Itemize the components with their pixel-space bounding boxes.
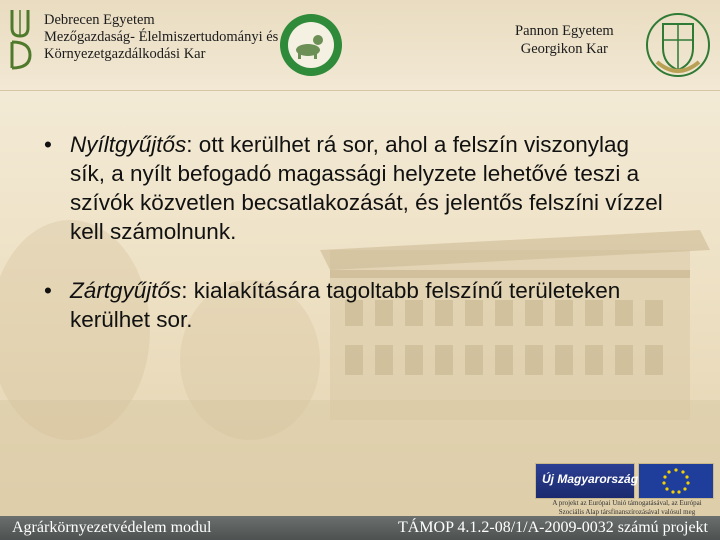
debrecen-ud-logo — [6, 6, 34, 72]
bullet-item — [44, 276, 664, 334]
left-university-name — [44, 12, 278, 63]
bullet-text: : kialakítására tagoltabb felszínű területeken kerülhet sor. — [70, 278, 621, 332]
footer-bar — [0, 516, 720, 540]
eu-funding-notice — [536, 499, 718, 517]
footer-module-name: Agrárkörnyezetvédelem modul — [12, 519, 212, 536]
eu-funding-line: Szociális Alap társfinanszírozásával valósul meg — [558, 508, 696, 516]
right-university-line: Pannon Egyetem — [515, 23, 614, 39]
eu-flag-icon — [638, 463, 714, 499]
footer-project-id: TÁMOP 4.1.2-08/1/A-2009-0032 számú projekt — [397, 519, 708, 536]
bullet-text: : ott kerülhet rá sor, ahol a felszín viszonylag sík, a nyílt befogadó magassági helyzete lehetővé teszi a szívók közvetlen becsatlakozását, és jelentős felszíni vízzel kell számolnunk. — [70, 132, 663, 244]
left-university-line: Debrecen Egyetem — [44, 12, 155, 28]
bullet-marker: • — [44, 278, 52, 303]
faculty-seal-logo — [278, 12, 344, 78]
georgikon-crest-logo — [645, 10, 711, 80]
header — [0, 0, 720, 90]
eu-badges — [535, 463, 715, 497]
left-university-line: Környezetgazdálkodási Kar — [44, 46, 206, 62]
bullet-term: Nyíltgyűjtős — [70, 132, 187, 157]
bullet-term: Zártgyűjtős — [70, 278, 182, 303]
eu-funding-line: A projekt az Európai Unió támogatásával, az Európai — [552, 499, 702, 507]
right-university-name — [515, 22, 614, 58]
bullet-list — [44, 130, 664, 334]
left-university-line: Mezőgazdaság- Élelmiszertudományi és — [44, 29, 279, 45]
bullet-marker: • — [44, 132, 52, 157]
uj-magyarorszag-badge — [535, 463, 639, 499]
uj-magyarorszag-label: Új Magyarország — [542, 472, 639, 486]
right-university-line: Georgikon Kar — [520, 41, 608, 57]
bullet-item — [44, 130, 664, 246]
